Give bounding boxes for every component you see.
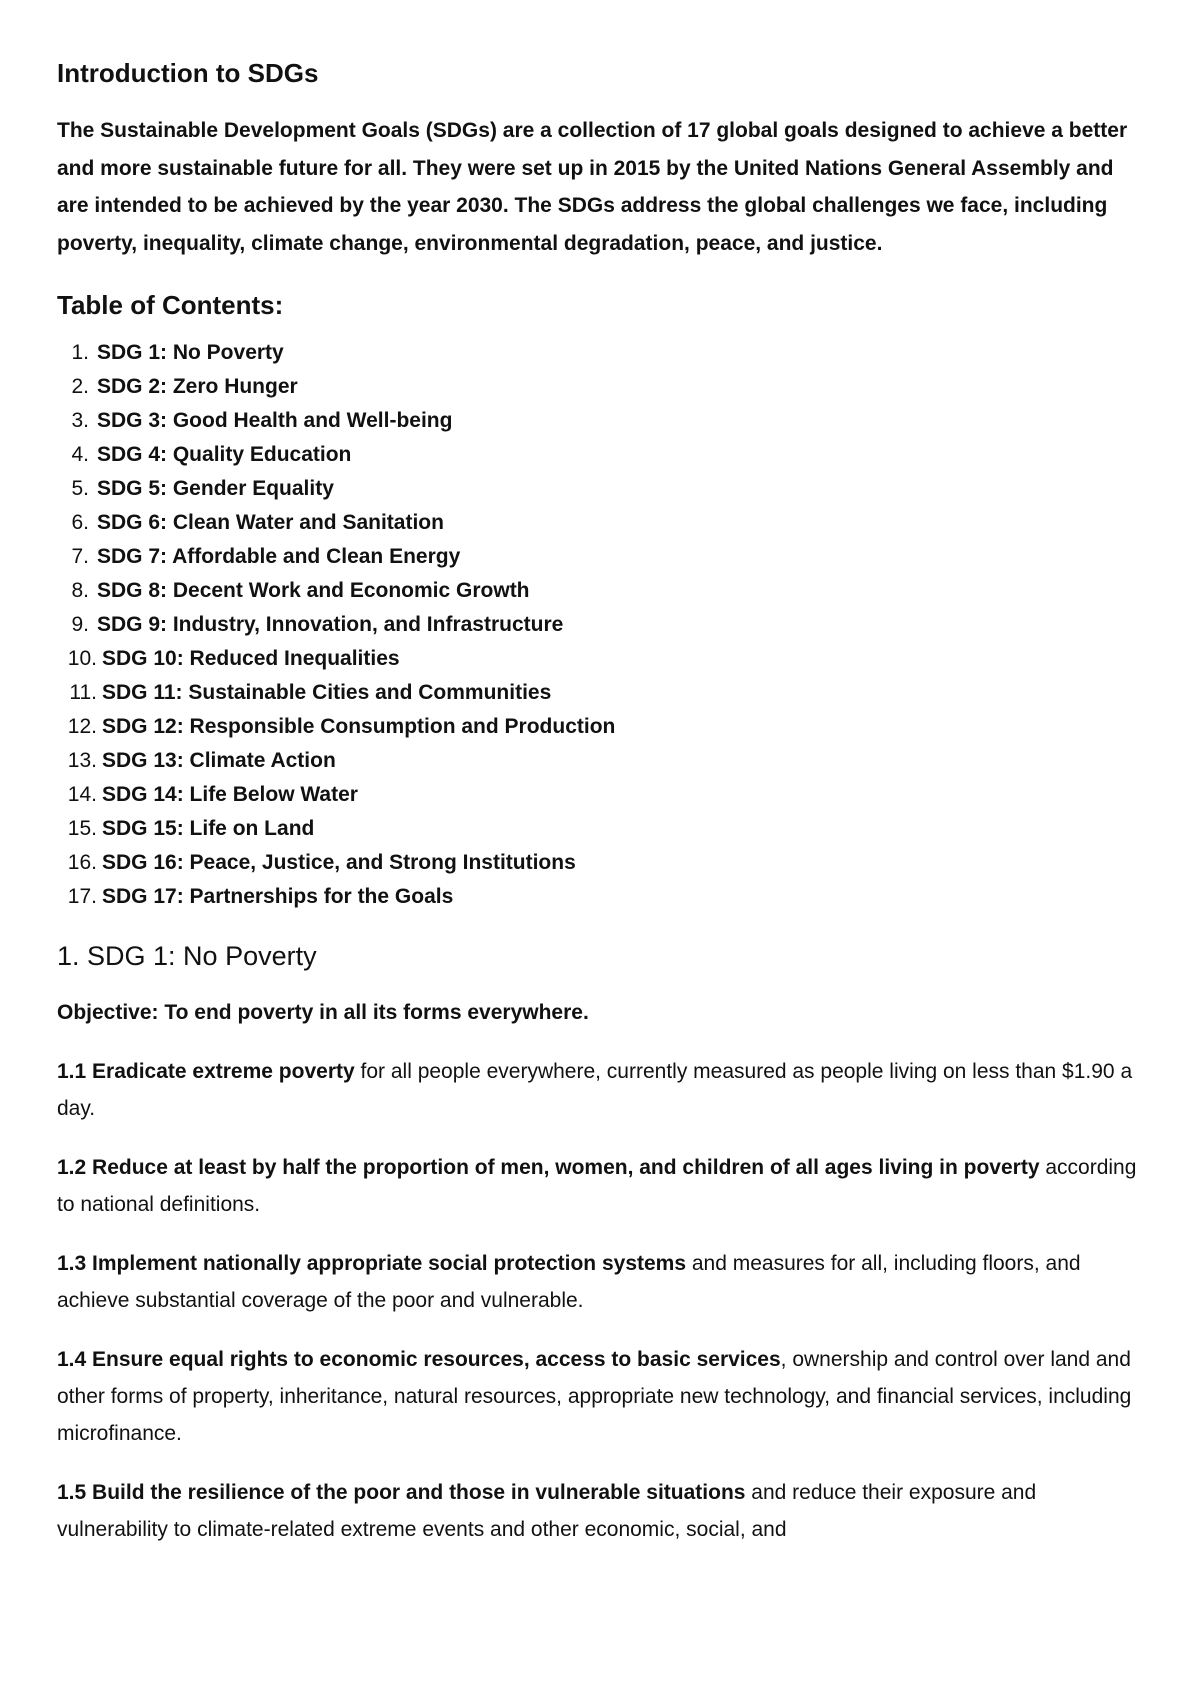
toc-item-label: SDG 5: Gender Equality — [97, 477, 334, 500]
toc-item-label: SDG 12: Responsible Consumption and Production — [102, 715, 616, 738]
target-heading: 1.3 Implement nationally appropriate social protection systems — [57, 1252, 687, 1275]
toc-item — [57, 574, 1144, 608]
toc-item — [57, 370, 1144, 404]
toc-item — [57, 506, 1144, 540]
section-title: 1. SDG 1: No Poverty — [57, 941, 317, 971]
intro-title: Introduction to SDGs — [57, 58, 319, 88]
toc-item — [57, 710, 1144, 744]
toc-item-label: SDG 13: Climate Action — [102, 749, 336, 772]
toc-item-number: 15. — [67, 817, 97, 840]
toc-item-number: 2. — [71, 375, 89, 398]
toc-item-label: SDG 7: Affordable and Clean Energy — [97, 545, 461, 568]
toc-item-number: 8. — [71, 579, 89, 602]
toc-item-number: 5. — [71, 477, 89, 500]
toc-item — [57, 778, 1144, 812]
target-paragraph — [57, 1053, 1144, 1127]
toc-item-label: SDG 3: Good Health and Well-being — [97, 409, 453, 432]
toc-item-number: 6. — [71, 511, 89, 534]
target-text: and measures for all, including floors, and achieve substantial coverage of the poor and vulnerable. — [57, 1252, 1081, 1312]
toc-item — [57, 438, 1144, 472]
toc-item-label: SDG 6: Clean Water and Sanitation — [97, 511, 444, 534]
target-text: for all people everywhere, currently measured as people living on less than $1.90 a day. — [57, 1060, 1133, 1120]
toc-item-label: SDG 14: Life Below Water — [102, 783, 358, 806]
toc-item-label: SDG 15: Life on Land — [102, 817, 315, 840]
toc-item-label: SDG 2: Zero Hunger — [97, 375, 298, 398]
toc-item-number: 1. — [71, 341, 89, 364]
target-paragraph — [57, 1341, 1144, 1452]
intro-paragraph: The Sustainable Development Goals (SDGs) are a collection of 17 global goals designed to achieve a better and more sustainable future for all. They were set up in 2015 by the United Nations General Assembly and are intended to be achieved by the year 2030. The SDGs address the global challenges we face, including poverty, inequality, climate change, environmental degradation, peace, and justice. — [57, 119, 1128, 255]
toc-item-number: 7. — [71, 545, 89, 568]
target-text: and reduce their exposure and vulnerability to climate-related extreme events and other economic, social, and — [57, 1481, 1037, 1541]
target-heading: 1.4 Ensure equal rights to economic resources, access to basic services — [57, 1348, 781, 1371]
toc-list — [57, 336, 1144, 914]
toc-item — [57, 744, 1144, 778]
toc-item-number: 13. — [67, 749, 97, 772]
toc-item-label: SDG 16: Peace, Justice, and Strong Institutions — [102, 851, 576, 874]
toc-item-label: SDG 9: Industry, Innovation, and Infrastructure — [97, 613, 564, 636]
target-heading: 1.2 Reduce at least by half the proportion of men, women, and children of all ages living in poverty — [57, 1156, 1040, 1179]
target-heading: 1.1 Eradicate extreme poverty — [57, 1060, 355, 1083]
toc-item — [57, 642, 1144, 676]
toc-item — [57, 540, 1144, 574]
toc-item — [57, 812, 1144, 846]
target-text: , ownership and control over land and other forms of property, inheritance, natural resources, appropriate new technology, and financial services, including microfinance. — [57, 1348, 1132, 1445]
toc-item-number: 4. — [71, 443, 89, 466]
toc-item — [57, 880, 1144, 914]
toc-item — [57, 336, 1144, 370]
toc-item — [57, 404, 1144, 438]
toc-item-number: 16. — [67, 851, 97, 874]
toc-item-number: 11. — [69, 681, 97, 704]
toc-item — [57, 676, 1144, 710]
toc-item-label: SDG 10: Reduced Inequalities — [102, 647, 400, 670]
target-text: according to national definitions. — [57, 1156, 1137, 1216]
toc-item-label: SDG 4: Quality Education — [97, 443, 352, 466]
toc-item-number: 3. — [71, 409, 89, 432]
toc-item-number: 14. — [67, 783, 97, 806]
toc-item-number: 9. — [71, 613, 89, 636]
toc-item — [57, 846, 1144, 880]
target-paragraph — [57, 1149, 1144, 1223]
toc-item-label: SDG 1: No Poverty — [97, 341, 284, 364]
toc-item-label: SDG 11: Sustainable Cities and Communities — [102, 681, 552, 704]
toc-title: Table of Contents: — [57, 290, 284, 320]
target-paragraph — [57, 1474, 1144, 1548]
toc-item-number: 17. — [67, 885, 97, 908]
toc-item — [57, 608, 1144, 642]
toc-item — [57, 472, 1144, 506]
target-paragraph — [57, 1245, 1144, 1319]
section-objective: Objective: To end poverty in all its forms everywhere. — [57, 1001, 589, 1024]
target-heading: 1.5 Build the resilience of the poor and those in vulnerable situations — [57, 1481, 746, 1504]
toc-item-number: 12. — [67, 715, 97, 738]
toc-item-label: SDG 8: Decent Work and Economic Growth — [97, 579, 530, 602]
toc-item-label: SDG 17: Partnerships for the Goals — [102, 885, 454, 908]
toc-item-number: 10. — [67, 647, 97, 670]
